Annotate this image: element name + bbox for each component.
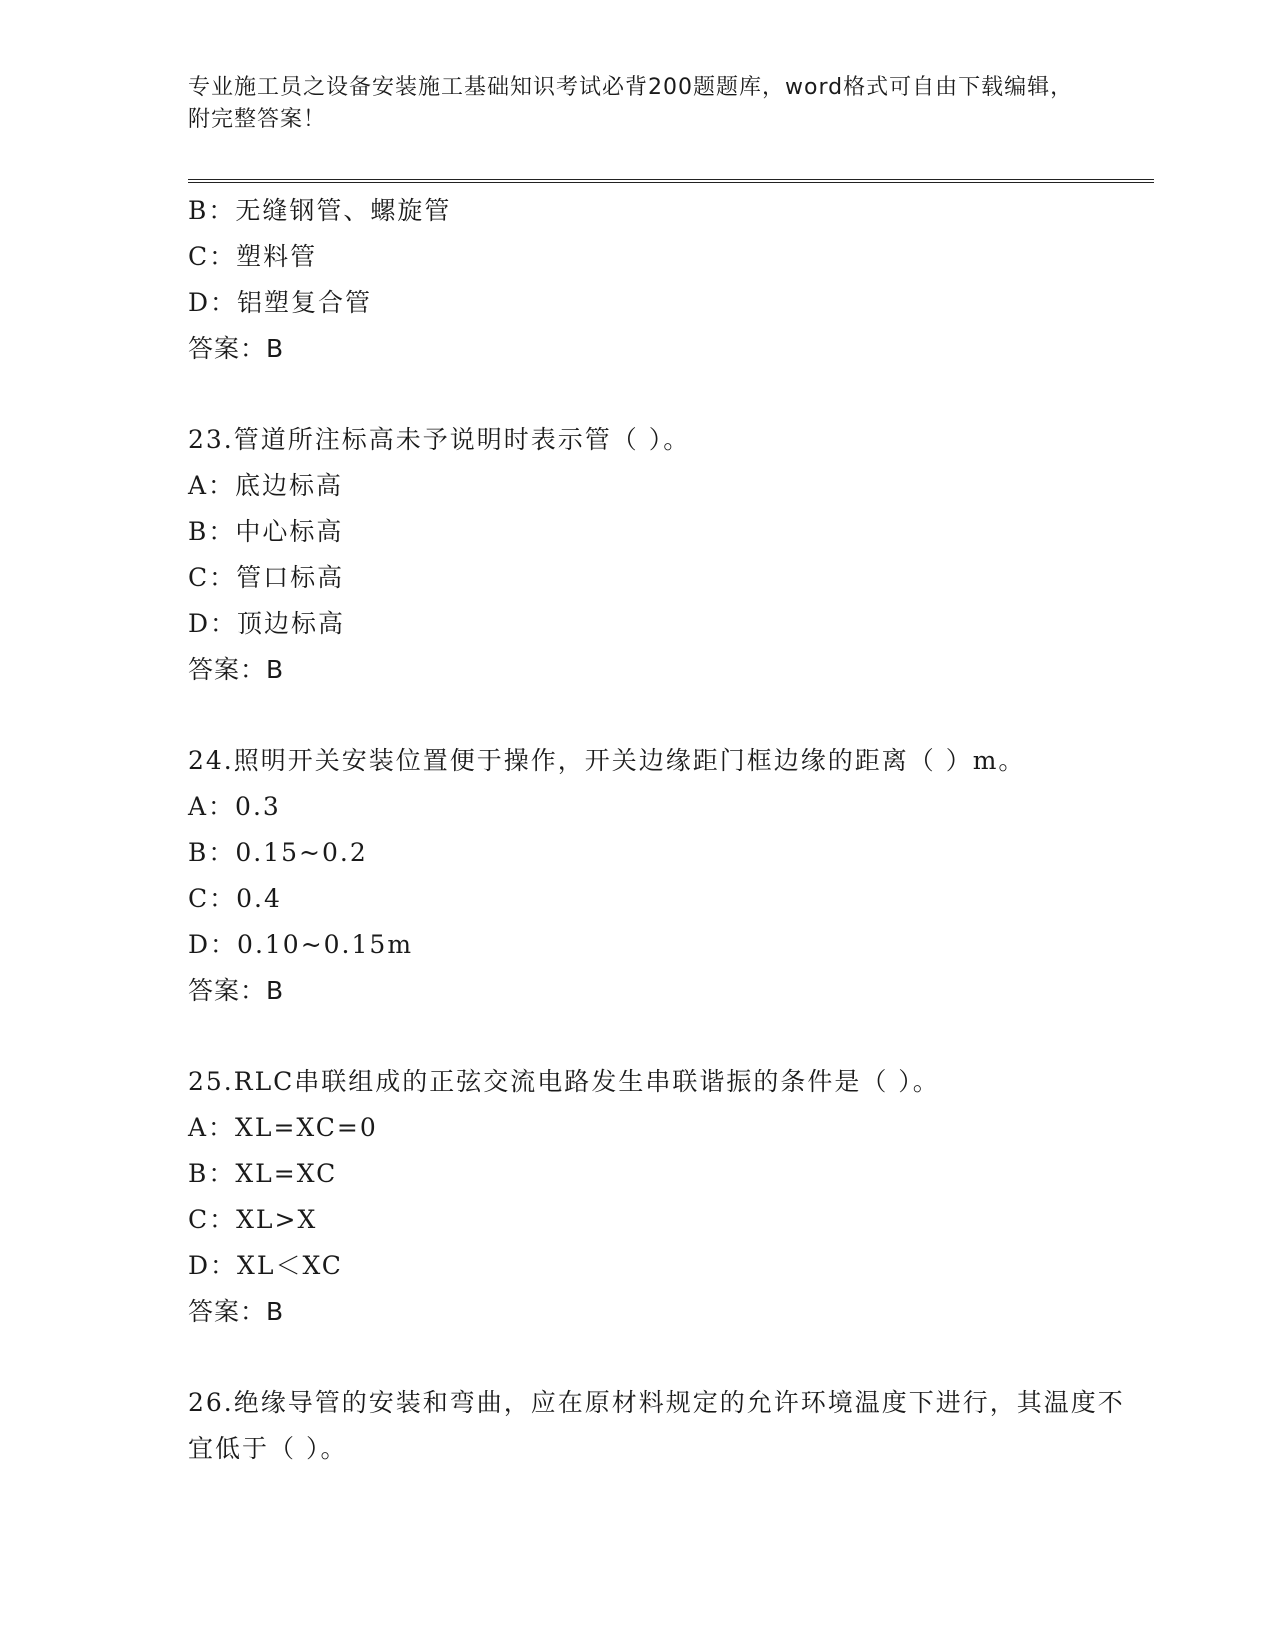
- header-divider: [188, 179, 1154, 183]
- option-a: A：底边标高: [188, 471, 344, 500]
- option-b: B：0.15~0.2: [188, 838, 368, 867]
- question-list: [188, 188, 1148, 1472]
- option-d: D：铝塑复合管: [188, 288, 373, 317]
- question-24: [188, 738, 1148, 1014]
- option-a: A：0.3: [188, 792, 281, 821]
- question-stem: 26.绝缘导管的安装和弯曲，应在原材料规定的允许环境温度下进行，其温度不宜低于（ ）。: [188, 1388, 1125, 1463]
- option-d: D：0.10~0.15m: [188, 930, 414, 959]
- option-b: B：中心标高: [188, 517, 344, 546]
- option-c: C：0.4: [188, 884, 282, 913]
- document-title: 专业施工员之设备安装施工基础知识考试必背200题题库，word格式可自由下载编辑，附完整答案！: [188, 75, 1074, 132]
- question-26: [188, 1380, 1148, 1472]
- option-c: C：管口标高: [188, 563, 345, 592]
- question-25: [188, 1059, 1148, 1335]
- question-stem: 23.管道所注标高未予说明时表示管（ ）。: [188, 425, 691, 454]
- page-header: [188, 72, 1088, 136]
- question-stem: 24.照明开关安装位置便于操作，开关边缘距门框边缘的距离（ ）m。: [188, 746, 1026, 775]
- question-22: [188, 188, 1148, 372]
- question-stem: 25.RLC串联组成的正弦交流电路发生串联谐振的条件是（ ）。: [188, 1067, 940, 1096]
- answer-text: 答案：B: [188, 334, 285, 363]
- answer-text: 答案：B: [188, 976, 285, 1005]
- option-c: C：XL>X: [188, 1205, 318, 1234]
- option-d: D：XL＜XC: [188, 1251, 343, 1280]
- option-a: A：XL=XC=0: [188, 1113, 378, 1142]
- option-c: C：塑料管: [188, 242, 318, 271]
- option-b: B：XL=XC: [188, 1159, 338, 1188]
- option-b: B：无缝钢管、螺旋管: [188, 196, 452, 225]
- answer-text: 答案：B: [188, 655, 285, 684]
- answer-text: 答案：B: [188, 1297, 285, 1326]
- option-d: D：顶边标高: [188, 609, 346, 638]
- question-23: [188, 417, 1148, 693]
